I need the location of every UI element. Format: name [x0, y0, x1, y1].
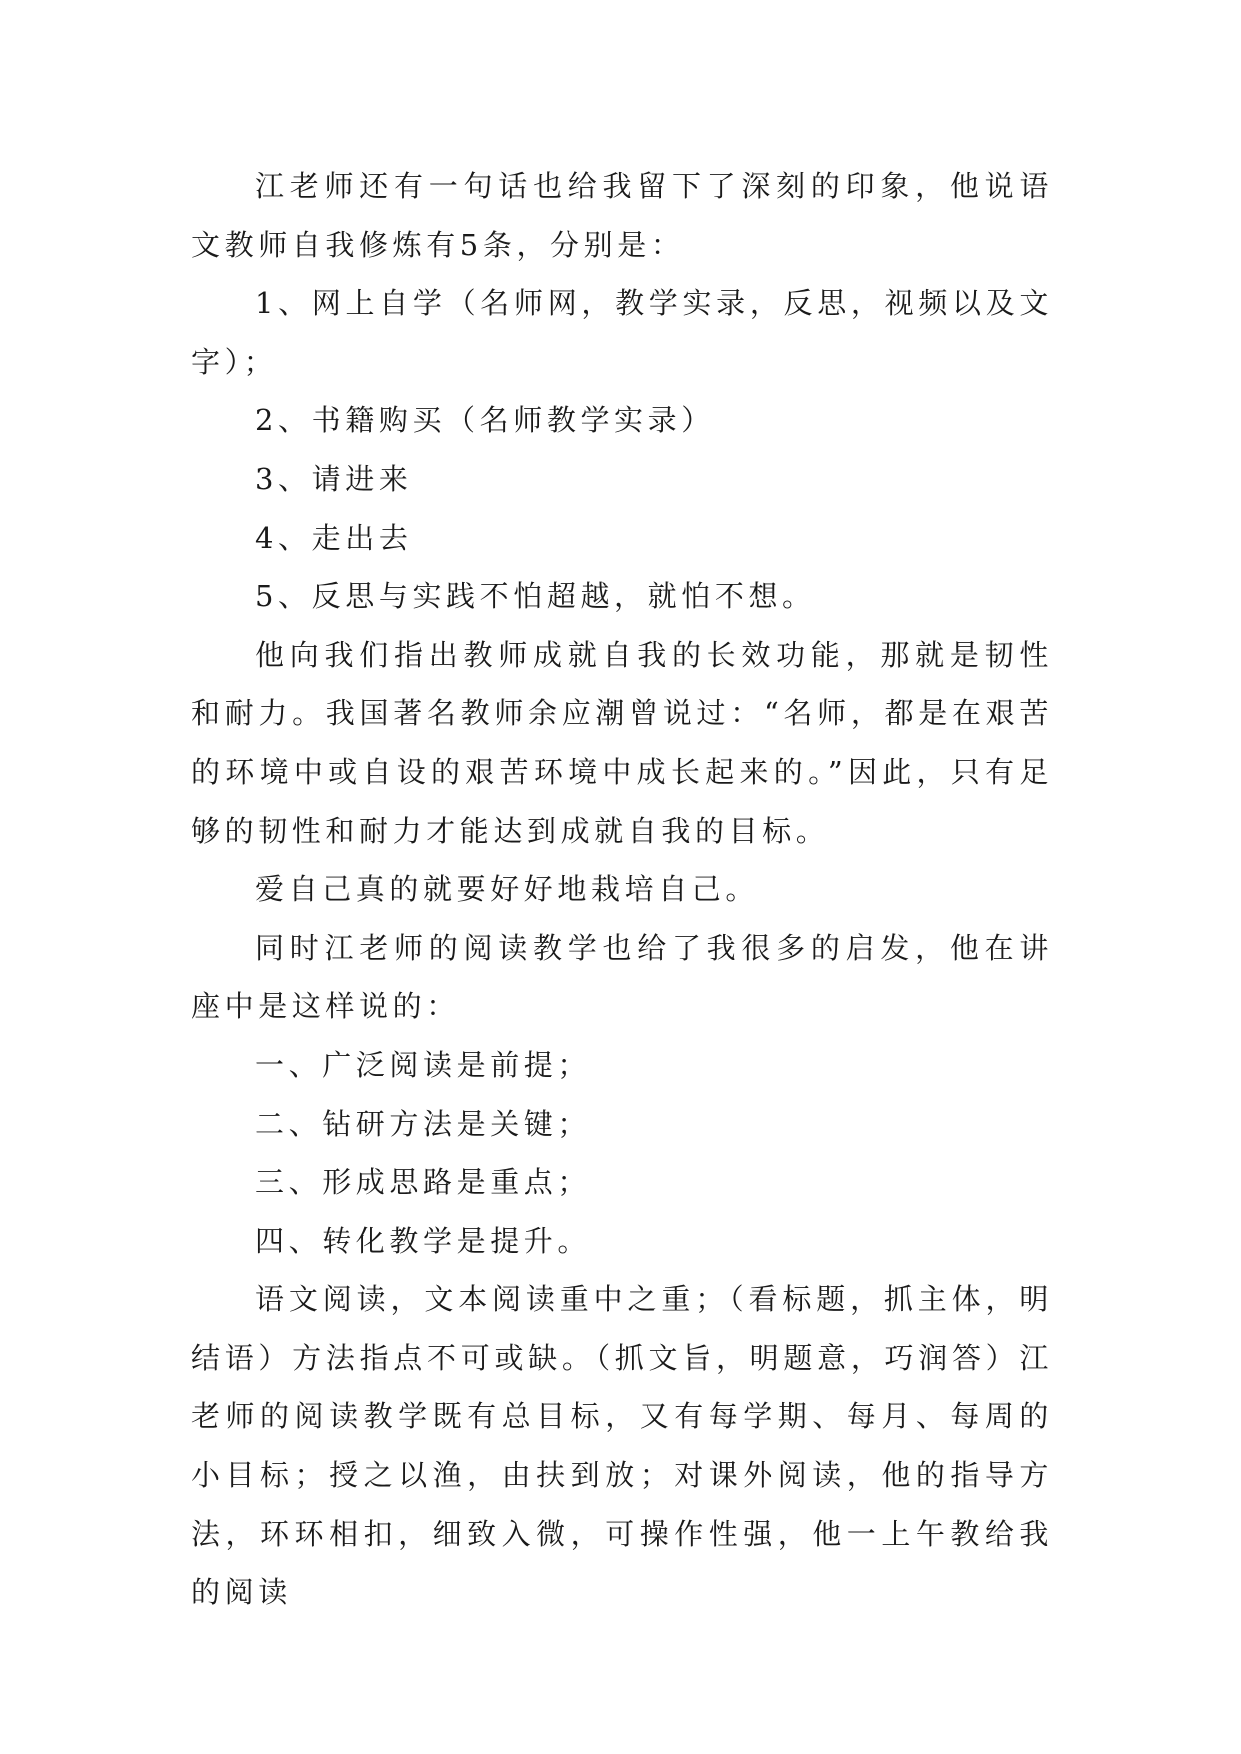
list-item-4: 4、走出去 — [255, 520, 413, 555]
reading-point-4: 四、转化教学是提升。 — [255, 1223, 592, 1258]
paragraph-reading-method: 语文阅读，文本阅读重中之重；（看标题，抓主体，明结语）方法指点不可或缺。（抓文旨，明题意，巧润答）江老师的阅读教学既有总目标，又有每学期、每月、每周的小目标；授之以渔，由扶到放；对课外阅读，他的指导方法，环环相扣，细致入微，可操作性强，他一上午教给我的阅读 — [191, 1282, 1053, 1610]
list-item-2: 2、书籍购买（名师教学实录） — [255, 403, 715, 438]
reading-point-1: 一、广泛阅读是前提； — [255, 1047, 592, 1082]
paragraph-intro: 江老师还有一句话也给我留下了深刻的印象，他说语文教师自我修炼有5条，分别是： — [191, 169, 1053, 262]
list-item-1: 1、网上自学（名师网，教学实录，反思，视频以及文字）； — [191, 286, 1053, 379]
document-body — [191, 157, 1053, 1622]
list-item-5: 5、反思与实践不怕超越，就怕不想。 — [255, 579, 816, 614]
list-item-3: 3、请进来 — [255, 461, 413, 496]
paragraph-self-cultivation: 爱自己真的就要好好地栽培自己。 — [255, 872, 760, 907]
reading-point-3: 三、形成思路是重点； — [255, 1165, 592, 1200]
reading-point-2: 二、钻研方法是关键； — [255, 1106, 592, 1141]
paragraph-reading-intro: 同时江老师的阅读教学也给了我很多的启发，他在讲座中是这样说的： — [191, 930, 1053, 1024]
paragraph-resilience: 他向我们指出教师成就自我的长效功能，那就是韧性和耐力。我国著名教师余应潮曾说过：“名师，都是在艰苦的环境中或自设的艰苦环境中成长起来的。”因此，只有足够的韧性和耐力才能达到成就自我的目标。 — [191, 637, 1053, 848]
